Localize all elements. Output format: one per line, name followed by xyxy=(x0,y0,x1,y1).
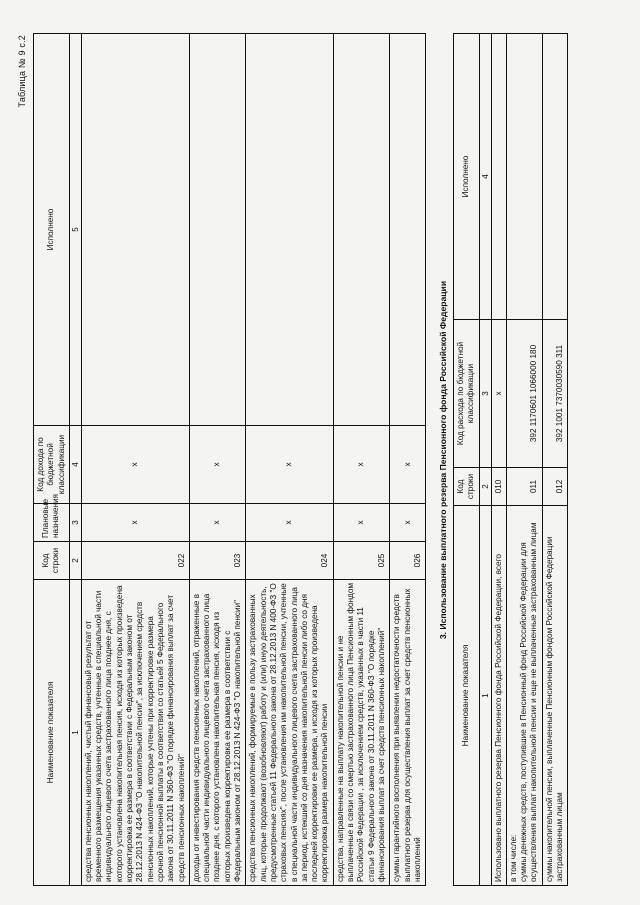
row-planned: x xyxy=(246,504,333,542)
table2-column-numbers xyxy=(479,34,491,886)
row-name: Использовано выплатного резерва Пенсионного фонда Российской Федерации, всего xyxy=(491,506,506,886)
table2-header-name: Наименование показателя xyxy=(454,506,480,886)
row-code: 024 xyxy=(246,542,333,580)
col-number: 4 xyxy=(479,34,491,320)
col-number: 1 xyxy=(479,506,491,886)
table-row xyxy=(390,34,426,886)
row-planned: x xyxy=(390,504,426,542)
row-executed xyxy=(333,34,389,426)
row-income-code: x xyxy=(246,426,333,504)
col-number: 2 xyxy=(479,468,491,506)
table-row xyxy=(189,34,245,886)
row-executed xyxy=(542,34,568,320)
row-name: средства, направленные на выплату накопительной пенсии и не выплаченные в связи со смертью застрахованного лица Пенсионным фондом Российской Федерации , за исключением средств, указанных в части 11 статьи 9 Федерального закона от 30.11.2011 N 360-ФЗ "О порядке финансирования выплат за счет средств пенсионных накоплений" xyxy=(333,580,389,886)
row-name: средства пенсионных накоплений, чистый финансовый результат от временного размещения указанных средств, учтенные в специальной части индивидуального лицевого счета застрахованного лица позднее дня, с которого установлена накопительная пенсия, исходя из которых произведена корректировка ее размера в соответствии с Федеральным законом от 28.12.2013 N 424-ФЗ "О накопительной пенсии", за исключением средств пенсионных накоплений, которые учтены при корректировке размера срочной пенсионной выплаты в соответствии со статьей 5 Федерального закона от 30.11.2011 N 360-ФЗ "О порядке финансирования выплат за счет средств пенсионных накоплений" xyxy=(81,580,189,886)
col-number: 5 xyxy=(69,34,81,426)
row-executed xyxy=(491,34,506,320)
row-income-code: x xyxy=(81,426,189,504)
row-name: доходы от инвестирования средств пенсионных накоплений, отраженные в специальной части индивидуального лицевого счета застрахованного лица позднее дня, с которого установлена накопительная пенсия, исходя из которых произведена корректировка ее размера в соответствии с Федеральным законом от 28.12.2013 N 424-ФЗ "О накопительной пенсии" xyxy=(189,580,245,886)
table-caption: Таблица № 9 с.2 xyxy=(17,35,27,108)
row-name: средства пенсионных накоплений, формируемые в пользу застрахованных лиц, которые продолжают (возобновляют) работу и (или) иную деятельность, предусмотренные статьей 11 Федерального закона от 28.12.2013 N 400-ФЗ "О страховых пенсиях", после установления им накопительной пенсии, учтенные в специальной части индивидуального лицевого счета застрахованного лица за период, истекший со дня назначения накопительной пенсии либо со дня последней корректировки ее размера, и исходя из которых произведена корректировка размера накопительной пенсии xyxy=(246,580,333,886)
row-expense-code: 392 1170601 1066000 180 xyxy=(506,320,542,468)
row-code: 011 xyxy=(506,468,542,506)
table2-header-code: Код строки xyxy=(454,468,480,506)
table-row xyxy=(246,34,333,886)
row-executed xyxy=(506,34,542,320)
income-table xyxy=(33,33,426,886)
table1-header-income-code: Код дохода по бюджетной классификации xyxy=(34,426,70,504)
row-code: 012 xyxy=(542,468,568,506)
table2-header-executed: Исполнено xyxy=(454,34,480,320)
table1-header-row xyxy=(34,34,70,886)
table-row xyxy=(542,34,568,886)
table-row xyxy=(491,34,506,886)
table1-header-executed: Исполнено xyxy=(34,34,70,426)
col-number: 3 xyxy=(69,504,81,542)
table2-header-expense-code: Код расхода по бюджетной классификации xyxy=(454,320,480,468)
row-planned: x xyxy=(81,504,189,542)
row-planned: x xyxy=(189,504,245,542)
table1-column-numbers xyxy=(69,34,81,886)
table1-header-planned: Плановые назначения xyxy=(34,504,70,542)
row-name: суммы накопительной пенсии, выплаченные Пенсионным фондом Российской Федерации застрахованным лицам xyxy=(542,506,568,886)
row-executed xyxy=(246,34,333,426)
table-row xyxy=(333,34,389,886)
row-code: 010 xyxy=(491,468,506,506)
row-code: 026 xyxy=(390,542,426,580)
row-code: 022 xyxy=(81,542,189,580)
table-row xyxy=(81,34,189,886)
row-planned: x xyxy=(333,504,389,542)
table2-header-row xyxy=(454,34,480,886)
reserve-usage-table xyxy=(453,33,568,886)
row-code: 025 xyxy=(333,542,389,580)
row-income-code: x xyxy=(333,426,389,504)
row-income-code: x xyxy=(390,426,426,504)
col-number: 3 xyxy=(479,320,491,468)
row-name: в том числе: суммы денежных средств, поступившие в Пенсионный фонд Российской Федерации для осуществления выплат накопительной пенсии и еще не выплаченные застрахованным лицам xyxy=(506,506,542,886)
row-executed xyxy=(81,34,189,426)
col-number: 4 xyxy=(69,426,81,504)
col-number: 1 xyxy=(69,580,81,886)
row-expense-code: 392 1001 7370030590 311 xyxy=(542,320,568,468)
row-name: суммы гарантийного восполнения при выявлении недостаточности средств выплатного резерва для осуществления выплат за счет средств пенсионных накоплений xyxy=(390,580,426,886)
table1-header-name: Наименование показателя xyxy=(34,580,70,886)
row-code: 023 xyxy=(189,542,245,580)
col-number: 2 xyxy=(69,542,81,580)
row-executed xyxy=(390,34,426,426)
table-row xyxy=(506,34,542,886)
row-expense-code: x xyxy=(491,320,506,468)
table1-header-code: Код строки xyxy=(34,542,70,580)
row-executed xyxy=(189,34,245,426)
row-income-code: x xyxy=(189,426,245,504)
section-title: 3. Использование выплатного резерва Пенсионного фонда Российской Федерации xyxy=(438,280,448,640)
